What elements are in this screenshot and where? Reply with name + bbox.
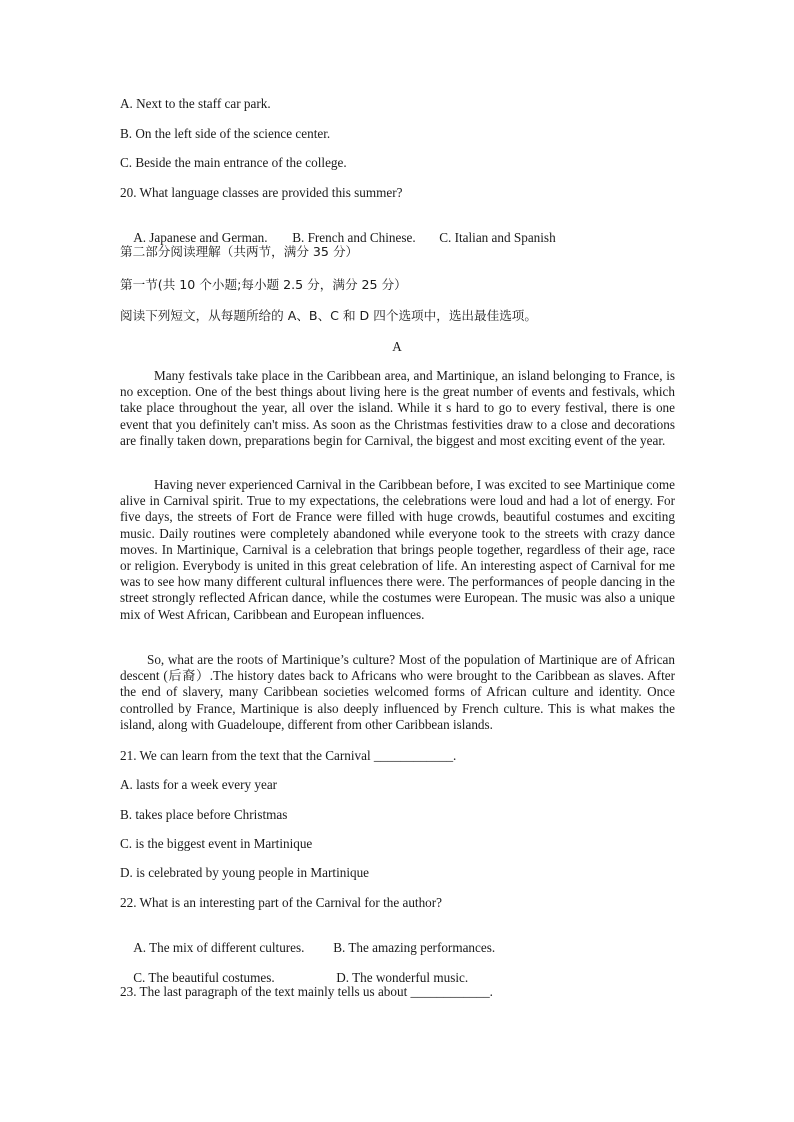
q21-option-b: B. takes place before Christmas xyxy=(120,807,288,822)
q22-option-c: C. The beautiful costumes. xyxy=(133,970,275,985)
q22-option-a: A. The mix of different cultures. xyxy=(133,940,305,955)
passage-paragraph-2: Having never experienced Carnival in the Caribbean before, I was excited to see Martinique come alive in Carnival spirit. True to my expectations, the celebrations were loud and had a lot of energy. For five days, the streets of Fort de France were filled with huge crowds, beautiful costumes and exciting music. Daily routines were completely abandoned while everyone took to the streets with crazy dance moves. In Martinique, Carnival is a celebration that brings people together, regardless of their age, race or religion. Everybody is united in this great celebration of life. An interesting aspect of Carnival for me was to see how many different cultural influences there were. The performances of people dancing in the street strongly reflected African dance, while the costumes were European. The music was also a unique mix of West African, Caribbean and European influences. xyxy=(120,477,675,622)
passage-label: A xyxy=(392,339,402,354)
q20-stem: 20. What language classes are provided this summer? xyxy=(120,185,403,200)
part-title: 第二部分阅读理解（共两节，满分 35 分） xyxy=(120,244,359,259)
subsection-title: 第一节(共 10 个小题;每小题 2.5 分，满分 25 分） xyxy=(120,277,407,292)
instructions: 阅读下列短文，从每题所给的 A、B、C 和 D 四个选项中，选出最佳选项。 xyxy=(120,308,537,323)
passage-paragraph-3: So, what are the roots of Martinique’s culture? Most of the population of Martinique are of African descent (后裔）.The history dates back to Africans who were brought to the Caribbean as slaves. After the end of slavery, many Caribbean societies welcomed forms of African culture and identity. Once controlled by France, Martinique is also deeply influenced by French culture. This is what makes the island, along with Guadeloupe, different from other Caribbean islands. xyxy=(120,652,675,732)
q21-stem: 21. We can learn from the text that the Carnival ____________. xyxy=(120,748,457,763)
q20-option-a: A. Japanese and German. xyxy=(133,230,268,245)
q20-option-c: C. Italian and Spanish xyxy=(439,230,556,245)
q23-stem: 23. The last paragraph of the text mainly tells us about ____________. xyxy=(120,984,493,999)
passage-paragraph-1: Many festivals take place in the Caribbean area, and Martinique, an island belonging to France, is no exception. One of the best things about living here is the great number of events and festivals, which take place throughout the year, all over the island. While it s hard to go to every festival, there is one event that you definitely can't miss. As soon as the Christmas festivities draw to a close and decorations are finally taken down, preparations begin for Carnival, the biggest and most exciting event of the year. xyxy=(120,368,675,448)
q21-option-c: C. is the biggest event in Martinique xyxy=(120,836,313,851)
q22-stem: 22. What is an interesting part of the Carnival for the author? xyxy=(120,895,443,910)
q22-option-d: D. The wonderful music. xyxy=(336,970,469,985)
q19-option-c: C. Beside the main entrance of the college. xyxy=(120,155,347,170)
q19-option-b: B. On the left side of the science center. xyxy=(120,126,331,141)
q19-option-a: A. Next to the staff car park. xyxy=(120,96,271,111)
q21-option-a: A. lasts for a week every year xyxy=(120,777,278,792)
q22-option-b: B. The amazing performances. xyxy=(333,940,496,955)
q21-option-d: D. is celebrated by young people in Martinique xyxy=(120,865,370,880)
q20-option-b: B. French and Chinese. xyxy=(292,230,416,245)
